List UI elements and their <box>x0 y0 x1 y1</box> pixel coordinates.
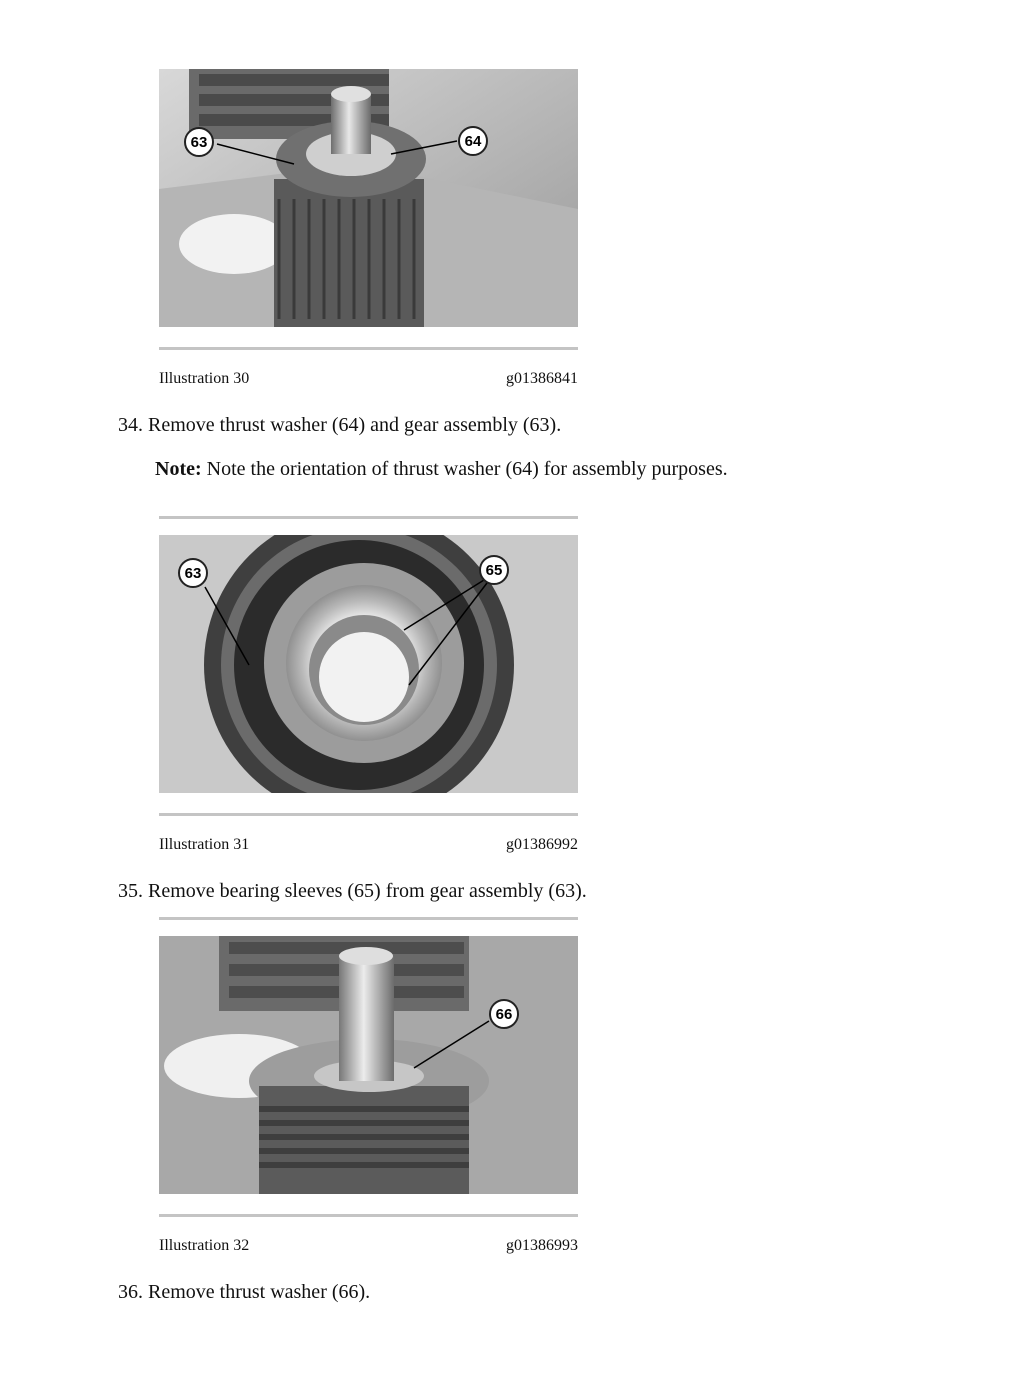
callout-63 <box>179 559 207 587</box>
illustration-code: g01386841 <box>506 370 578 387</box>
caption-rule <box>159 347 578 350</box>
step-34: 34. Remove thrust washer (64) and gear assembly (63). <box>118 414 562 436</box>
illustration-32-top-rule <box>159 917 578 920</box>
step-36: 36. Remove thrust washer (66). <box>118 1281 371 1303</box>
illustration-30-caption <box>159 370 578 388</box>
callout-66 <box>490 1000 518 1028</box>
illustration-label: Illustration 32 <box>159 1237 250 1254</box>
caption-rule <box>159 813 578 816</box>
illustration-31-photo <box>159 535 578 793</box>
illustration-30-photo <box>159 69 578 327</box>
svg-text:63: 63 <box>190 134 208 151</box>
svg-text:66: 66 <box>495 1006 513 1023</box>
illustration-31-image <box>159 535 578 793</box>
caption-rule <box>159 1214 578 1217</box>
illustration-32-caption <box>159 1237 578 1255</box>
step-35: 35. Remove bearing sleeves (65) from gear assembly (63). <box>118 880 587 902</box>
illustration-code: g01386993 <box>506 1237 578 1254</box>
svg-text:63: 63 <box>184 565 202 582</box>
note-text: Note the orientation of thrust washer (64) for assembly purposes. <box>201 458 728 480</box>
callout-65 <box>480 556 508 584</box>
illustration-31-top-rule <box>159 516 578 519</box>
illustration-code: g01386992 <box>506 836 578 853</box>
illustration-label: Illustration 30 <box>159 370 250 387</box>
illustration-30-image <box>159 69 578 327</box>
illustration-label: Illustration 31 <box>159 836 250 853</box>
illustration-31-caption <box>159 836 578 854</box>
callout-63 <box>185 128 213 156</box>
svg-text:64: 64 <box>464 133 482 150</box>
illustration-32-image <box>159 936 578 1194</box>
callout-64 <box>459 127 487 155</box>
note-label: Note: <box>155 458 202 480</box>
svg-text:65: 65 <box>485 562 503 579</box>
note-34 <box>155 458 728 481</box>
illustration-32-photo <box>159 936 578 1194</box>
